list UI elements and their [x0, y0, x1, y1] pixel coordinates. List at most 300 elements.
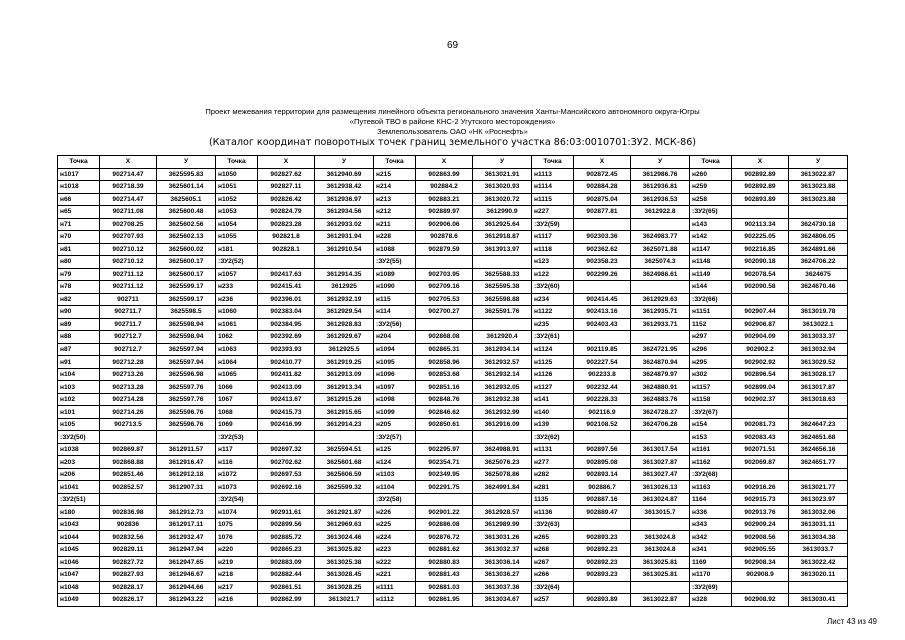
coordinate-cell: 3625599.32: [315, 481, 374, 494]
coordinate-cell: [732, 206, 789, 219]
coordinate-cell: 3625600.48: [157, 206, 216, 219]
point-cell: н1095: [374, 356, 416, 369]
coordinate-cell: 3613033.37: [789, 331, 848, 344]
table-row: [58, 543, 848, 556]
point-cell: н1049: [58, 594, 100, 607]
point-cell: н1126: [532, 368, 574, 381]
table-row: [58, 181, 848, 194]
point-cell: н1053: [216, 206, 258, 219]
coordinate-cell: [631, 581, 690, 594]
coordinate-cell: 3624675: [789, 268, 848, 281]
coordinate-cell: 3613033.7: [789, 543, 848, 556]
point-cell: н143: [690, 218, 732, 231]
coordinate-cell: 3625601.68: [315, 456, 374, 469]
coordinate-cell: 3612907.31: [157, 481, 216, 494]
coordinate-cell: 3612911.57: [157, 443, 216, 456]
point-cell: н212: [374, 206, 416, 219]
coordinate-cell: 902828.17: [100, 581, 157, 594]
point-cell: н1055: [216, 231, 258, 244]
coordinate-cell: 902896.54: [732, 368, 789, 381]
point-cell: :ЗУ2(69): [690, 581, 732, 594]
coordinate-cell: 902846.62: [416, 406, 473, 419]
coordinate-cell: 3613025.81: [631, 556, 690, 569]
point-cell: 1066: [216, 381, 258, 394]
coordinate-cell: 3613913.97: [473, 243, 532, 256]
coordinate-cell: [315, 431, 374, 444]
table-row: [58, 581, 848, 594]
coordinate-cell: 3612990.9: [473, 206, 532, 219]
point-cell: н343: [690, 518, 732, 531]
coordinate-cell: 3625606.59: [315, 468, 374, 481]
point-cell: н281: [532, 481, 574, 494]
coordinate-cell: 902711.08: [100, 206, 157, 219]
point-cell: н1047: [58, 569, 100, 582]
coordinate-cell: 3612914.23: [315, 418, 374, 431]
table-row: [58, 268, 848, 281]
point-cell: н233: [216, 281, 258, 294]
coordinate-cell: 902916.26: [732, 481, 789, 494]
coordinate-cell: 902851.16: [416, 381, 473, 394]
coordinate-cell: 902705.53: [416, 293, 473, 306]
coordinate-cell: 902714.47: [100, 193, 157, 206]
coordinate-cell: 3625601.14: [157, 181, 216, 194]
coordinate-cell: 3625588.33: [473, 268, 532, 281]
coordinate-cell: 902697.32: [258, 443, 315, 456]
point-cell: :ЗУ2(63): [532, 518, 574, 531]
column-header: X: [258, 156, 315, 169]
coordinate-cell: 3613023.88: [789, 181, 848, 194]
coordinate-cell: 3612933.71: [631, 318, 690, 331]
coordinate-cell: [789, 581, 848, 594]
point-cell: н1048: [58, 581, 100, 594]
table-row: [58, 243, 848, 256]
coordinate-cell: 902863.99: [416, 168, 473, 181]
coordinate-cell: 3625598.88: [473, 293, 532, 306]
coordinate-cell: 3625598.94: [157, 331, 216, 344]
coordinate-cell: 3613021.91: [473, 168, 532, 181]
coordinate-cell: 902889.97: [416, 206, 473, 219]
point-cell: н213: [374, 193, 416, 206]
point-cell: н1072: [216, 468, 258, 481]
coordinate-cell: 902349.95: [416, 468, 473, 481]
coordinate-cell: 3612913.09: [315, 368, 374, 381]
coordinate-cell: 3625078.86: [473, 468, 532, 481]
coordinate-cell: 3625596.76: [157, 406, 216, 419]
point-cell: н1073: [216, 481, 258, 494]
coordinate-cell: 902826.42: [258, 193, 315, 206]
point-cell: н1170: [690, 569, 732, 582]
table-row: [58, 531, 848, 544]
coordinate-cell: [631, 218, 690, 231]
coordinate-cell: 902711.12: [100, 281, 157, 294]
coordinate-cell: 902303.36: [574, 231, 631, 244]
point-cell: н65: [58, 206, 100, 219]
column-header: X: [574, 156, 631, 169]
coordinate-cell: 902227.54: [574, 356, 631, 369]
point-cell: н259: [690, 181, 732, 194]
point-cell: н221: [374, 569, 416, 582]
point-cell: н222: [374, 556, 416, 569]
point-cell: н1096: [374, 368, 416, 381]
coordinate-cell: 902868.08: [416, 331, 473, 344]
point-cell: н1060: [216, 306, 258, 319]
point-cell: :ЗУ2(54): [216, 493, 258, 506]
point-cell: н1046: [58, 556, 100, 569]
coordinate-cell: 3625598.94: [157, 318, 216, 331]
coordinate-cell: 3624670.46: [789, 281, 848, 294]
coordinate-cell: [574, 331, 631, 344]
coordinate-cell: 902403.43: [574, 318, 631, 331]
point-cell: н258: [690, 193, 732, 206]
point-cell: :ЗУ2(65): [690, 206, 732, 219]
coordinate-cell: 3612915.65: [315, 406, 374, 419]
coordinate-cell: 902078.54: [732, 268, 789, 281]
coordinate-cell: 3613036.27: [473, 569, 532, 582]
header-project-title: Проект межевания территории для размещения линейного объекта регионального значения Ханты-Мансийского автономного округа-Югры: [205, 107, 700, 116]
table-row: [58, 256, 848, 269]
coordinate-cell: [631, 281, 690, 294]
point-cell: н224: [374, 531, 416, 544]
coordinate-cell: 3625599.17: [157, 293, 216, 306]
coordinate-cell: 902417.63: [258, 268, 315, 281]
table-row: [58, 406, 848, 419]
point-cell: н1088: [374, 243, 416, 256]
coordinate-cell: [789, 293, 848, 306]
coordinate-cell: 3625074.3: [631, 256, 690, 269]
column-header: Точка: [690, 156, 732, 169]
coordinate-cell: 3625597.94: [157, 356, 216, 369]
coordinate-cell: 902714.26: [100, 406, 157, 419]
point-cell: н1157: [690, 381, 732, 394]
coordinate-cell: 902876.72: [416, 531, 473, 544]
table-row: [58, 493, 848, 506]
column-header: Точка: [216, 156, 258, 169]
point-cell: н1063: [216, 343, 258, 356]
coordinate-cell: [789, 468, 848, 481]
point-cell: н328: [690, 594, 732, 607]
coordinate-cell: 3612936.97: [315, 193, 374, 206]
coordinate-cell: 3613034.67: [473, 594, 532, 607]
table-row: [58, 506, 848, 519]
coordinate-cell: 902901.22: [416, 506, 473, 519]
coordinate-cell: 3613031.26: [473, 531, 532, 544]
point-cell: н1158: [690, 393, 732, 406]
coordinate-cell: 3612912.18: [157, 468, 216, 481]
point-cell: н211: [374, 218, 416, 231]
table-row: [58, 456, 848, 469]
coordinate-cell: 3624986.61: [631, 268, 690, 281]
point-cell: :ЗУ2(60): [532, 281, 574, 294]
coordinate-cell: [574, 431, 631, 444]
coordinate-cell: 3612916.09: [473, 418, 532, 431]
coordinate-cell: 3612932.47: [157, 531, 216, 544]
coordinate-cell: 3625599.17: [157, 281, 216, 294]
coordinate-cell: 3625602.13: [157, 231, 216, 244]
coordinate-cell: 902090.18: [732, 256, 789, 269]
coordinate-cell: 3624651.68: [789, 431, 848, 444]
table-header: [58, 156, 848, 169]
coordinate-cell: 902899.04: [732, 381, 789, 394]
coordinate-cell: 902883.21: [416, 193, 473, 206]
table-row: [58, 368, 848, 381]
coordinate-cell: 3612989.99: [473, 518, 532, 531]
coordinate-cell: 3613022.87: [631, 594, 690, 607]
coordinate-cell: 3612986.76: [631, 168, 690, 181]
coordinate-cell: 902868.88: [100, 456, 157, 469]
coordinate-cell: 902895.08: [574, 456, 631, 469]
coordinate-cell: 902858.96: [416, 356, 473, 369]
point-cell: н260: [690, 168, 732, 181]
coordinate-cell: 902865.23: [258, 543, 315, 556]
coordinate-cell: 902902.92: [732, 356, 789, 369]
point-cell: н257: [532, 594, 574, 607]
coordinate-cell: 902875.04: [574, 193, 631, 206]
point-cell: н220: [216, 543, 258, 556]
coordinate-cell: 3612946.67: [157, 569, 216, 582]
point-cell: н144: [690, 281, 732, 294]
coordinate-cell: 902827.62: [258, 168, 315, 181]
coordinate-cell: 3613024.46: [315, 531, 374, 544]
coordinate-cell: 3612932.14: [473, 368, 532, 381]
coordinate-cell: 3612947.94: [157, 543, 216, 556]
point-cell: н78: [58, 281, 100, 294]
coordinate-cell: 902872.45: [574, 168, 631, 181]
coordinate-cell: 902827.11: [258, 181, 315, 194]
table-row: [58, 318, 848, 331]
coordinate-cell: 902862.99: [258, 594, 315, 607]
coordinate-cell: [100, 431, 157, 444]
point-cell: :ЗУ2(53): [216, 431, 258, 444]
coordinate-cell: 902232.44: [574, 381, 631, 394]
coordinate-cell: 902824.79: [258, 206, 315, 219]
coordinate-cell: 3612932.57: [473, 356, 532, 369]
coordinate-cell: 3613025.81: [631, 569, 690, 582]
sheet-counter: Лист 43 из 49: [827, 617, 877, 626]
table-row: [58, 556, 848, 569]
point-cell: н101: [58, 406, 100, 419]
coordinate-cell: 902299.26: [574, 268, 631, 281]
coordinate-cell: 3612929.54: [315, 306, 374, 319]
point-cell: :ЗУ2(52): [216, 256, 258, 269]
point-cell: н1104: [374, 481, 416, 494]
table-row: [58, 518, 848, 531]
point-cell: н1136: [532, 506, 574, 519]
column-header: Точка: [58, 156, 100, 169]
coordinate-cell: 902906.06: [416, 218, 473, 231]
coordinate-cell: 3612944.66: [157, 581, 216, 594]
point-cell: н1041: [58, 481, 100, 494]
coordinate-cell: 902884.28: [574, 181, 631, 194]
point-cell: н115: [374, 293, 416, 306]
point-cell: н66: [58, 193, 100, 206]
coordinate-cell: 902081.73: [732, 418, 789, 431]
coordinate-cell: [732, 293, 789, 306]
point-cell: н218: [216, 569, 258, 582]
coordinate-cell: 902827.93: [100, 569, 157, 582]
point-cell: н1112: [374, 594, 416, 607]
point-cell: н1051: [216, 181, 258, 194]
point-cell: н267: [532, 556, 574, 569]
coordinate-cell: 3624706.28: [631, 418, 690, 431]
point-cell: 1152: [690, 318, 732, 331]
point-cell: н91: [58, 356, 100, 369]
coordinate-cell: 902883.09: [258, 556, 315, 569]
coordinate-cell: 3625595.38: [473, 281, 532, 294]
table-row: [58, 193, 848, 206]
coordinate-cell: 902885.72: [258, 531, 315, 544]
coordinate-cell: 902908.34: [732, 556, 789, 569]
table-row: [58, 481, 848, 494]
point-cell: н1098: [374, 393, 416, 406]
coordinate-cell: 3624870.94: [631, 356, 690, 369]
column-header: X: [100, 156, 157, 169]
coordinate-cell: 902893.23: [574, 531, 631, 544]
point-cell: н336: [690, 506, 732, 519]
coordinate-cell: 902233.8: [574, 368, 631, 381]
coordinate-cell: [574, 281, 631, 294]
point-cell: 1135: [532, 493, 574, 506]
coordinate-cell: 902362.62: [574, 243, 631, 256]
point-cell: н1054: [216, 218, 258, 231]
column-header: Точка: [532, 156, 574, 169]
coordinate-cell: 3613032.37: [473, 543, 532, 556]
coordinate-cell: 3612912.73: [157, 506, 216, 519]
coordinate-cell: [473, 318, 532, 331]
coordinate-cell: 902882.44: [258, 569, 315, 582]
coordinate-cell: 3625602.56: [157, 218, 216, 231]
coordinate-cell: 902823.28: [258, 218, 315, 231]
coordinate-cell: 902712.7: [100, 343, 157, 356]
coordinate-cell: 902416.99: [258, 418, 315, 431]
coordinate-cell: 902707.93: [100, 231, 157, 244]
table-row: [58, 206, 848, 219]
coordinate-cell: 902877.81: [574, 206, 631, 219]
coordinate-cell: 3624721.95: [631, 343, 690, 356]
coordinate-cell: 3612940.69: [315, 168, 374, 181]
coordinate-cell: 3612947.65: [157, 556, 216, 569]
point-cell: н180: [58, 506, 100, 519]
point-cell: н342: [690, 531, 732, 544]
coordinate-cell: 3624991.84: [473, 481, 532, 494]
point-cell: :ЗУ2(67): [690, 406, 732, 419]
coordinate-cell: 902907.44: [732, 306, 789, 319]
coordinate-cell: 3625596.98: [157, 368, 216, 381]
coordinate-cell: 3612920.4: [473, 331, 532, 344]
point-cell: н1103: [374, 468, 416, 481]
coordinate-cell: 902703.95: [416, 268, 473, 281]
coordinate-cell: 902826.17: [100, 594, 157, 607]
point-cell: н1052: [216, 193, 258, 206]
point-cell: н140: [532, 406, 574, 419]
point-cell: н105: [58, 418, 100, 431]
coordinate-cell: 3613022.42: [789, 556, 848, 569]
coordinate-cell: 3612932.19: [315, 293, 374, 306]
coordinate-cell: 902702.62: [258, 456, 315, 469]
coordinate-cell: 902700.27: [416, 306, 473, 319]
coordinate-cell: 902711: [100, 293, 157, 306]
coordinate-cell: [574, 518, 631, 531]
coordinate-cell: 902880.83: [416, 556, 473, 569]
coordinate-cell: 902892.23: [574, 543, 631, 556]
table-body: [58, 168, 848, 606]
header-object-name: «Путевой ТВО в районе КНС-2 Угутского месторождения»: [349, 117, 556, 126]
point-cell: н282: [532, 468, 574, 481]
coordinate-cell: 3612935.71: [631, 306, 690, 319]
coordinate-cell: 3612936.81: [631, 181, 690, 194]
coordinate-cell: 3612921.87: [315, 506, 374, 519]
coordinate-cell: [732, 406, 789, 419]
coordinate-cell: 3613022.1: [789, 318, 848, 331]
point-cell: :ЗУ2(61): [532, 331, 574, 344]
coordinate-cell: 3612915.26: [315, 393, 374, 406]
point-cell: н266: [532, 569, 574, 582]
point-cell: :ЗУ2(68): [690, 468, 732, 481]
coordinate-cell: 902911.61: [258, 506, 315, 519]
coordinate-cell: 3613037.36: [473, 581, 532, 594]
coordinate-cell: 3613020.93: [473, 181, 532, 194]
point-cell: :ЗУ2(55): [374, 256, 416, 269]
coordinate-cell: 902861.51: [258, 581, 315, 594]
coordinate-cell: 3612922.8: [631, 206, 690, 219]
point-cell: н71: [58, 218, 100, 231]
point-cell: н82: [58, 293, 100, 306]
coordinate-cell: 3613023.97: [789, 493, 848, 506]
coordinate-cell: 3624891.66: [789, 243, 848, 256]
coordinate-cell: 3613030.41: [789, 594, 848, 607]
coordinate-cell: 902415.73: [258, 406, 315, 419]
point-cell: н139: [532, 418, 574, 431]
coordinate-cell: 902893.23: [574, 569, 631, 582]
column-header: Точка: [374, 156, 416, 169]
coordinate-cell: [473, 431, 532, 444]
column-header: У: [631, 156, 690, 169]
column-header: X: [732, 156, 789, 169]
coordinate-cell: 3613025.38: [315, 556, 374, 569]
coordinate-cell: 902829.11: [100, 543, 157, 556]
coordinate-cell: 3613021.77: [789, 481, 848, 494]
coordinate-cell: [789, 406, 848, 419]
coordinate-cell: 3625600.17: [157, 268, 216, 281]
coordinate-cell: 902909.24: [732, 518, 789, 531]
coordinate-cell: 902383.04: [258, 306, 315, 319]
coordinate-cell: 902852.57: [100, 481, 157, 494]
coordinate-cell: 902710.12: [100, 256, 157, 269]
coordinate-cell: 3625597.94: [157, 343, 216, 356]
coordinate-cell: 3612933.02: [315, 218, 374, 231]
point-cell: н216: [216, 594, 258, 607]
coordinate-cell: 3613026.13: [631, 481, 690, 494]
coordinate-cell: 3624706.22: [789, 256, 848, 269]
coordinate-cell: 3624728.27: [631, 406, 690, 419]
coordinate-cell: 3625597.76: [157, 393, 216, 406]
point-cell: :ЗУ2(51): [58, 493, 100, 506]
coordinate-cell: 3624656.16: [789, 443, 848, 456]
coordinate-cell: 3612918.87: [473, 231, 532, 244]
coordinate-cell: [157, 431, 216, 444]
coordinate-cell: 902415.41: [258, 281, 315, 294]
coordinate-cell: 3612917.11: [157, 518, 216, 531]
point-cell: н80: [58, 256, 100, 269]
point-cell: :ЗУ2(66): [690, 293, 732, 306]
coordinate-cell: [574, 218, 631, 231]
coordinate-cell: 3612931.94: [315, 231, 374, 244]
coordinate-cell: 902897.56: [574, 443, 631, 456]
point-cell: н1057: [216, 268, 258, 281]
point-cell: 1164: [690, 493, 732, 506]
table-row: [58, 343, 848, 356]
point-cell: н1124: [532, 343, 574, 356]
coordinate-cell: 902413.16: [574, 306, 631, 319]
